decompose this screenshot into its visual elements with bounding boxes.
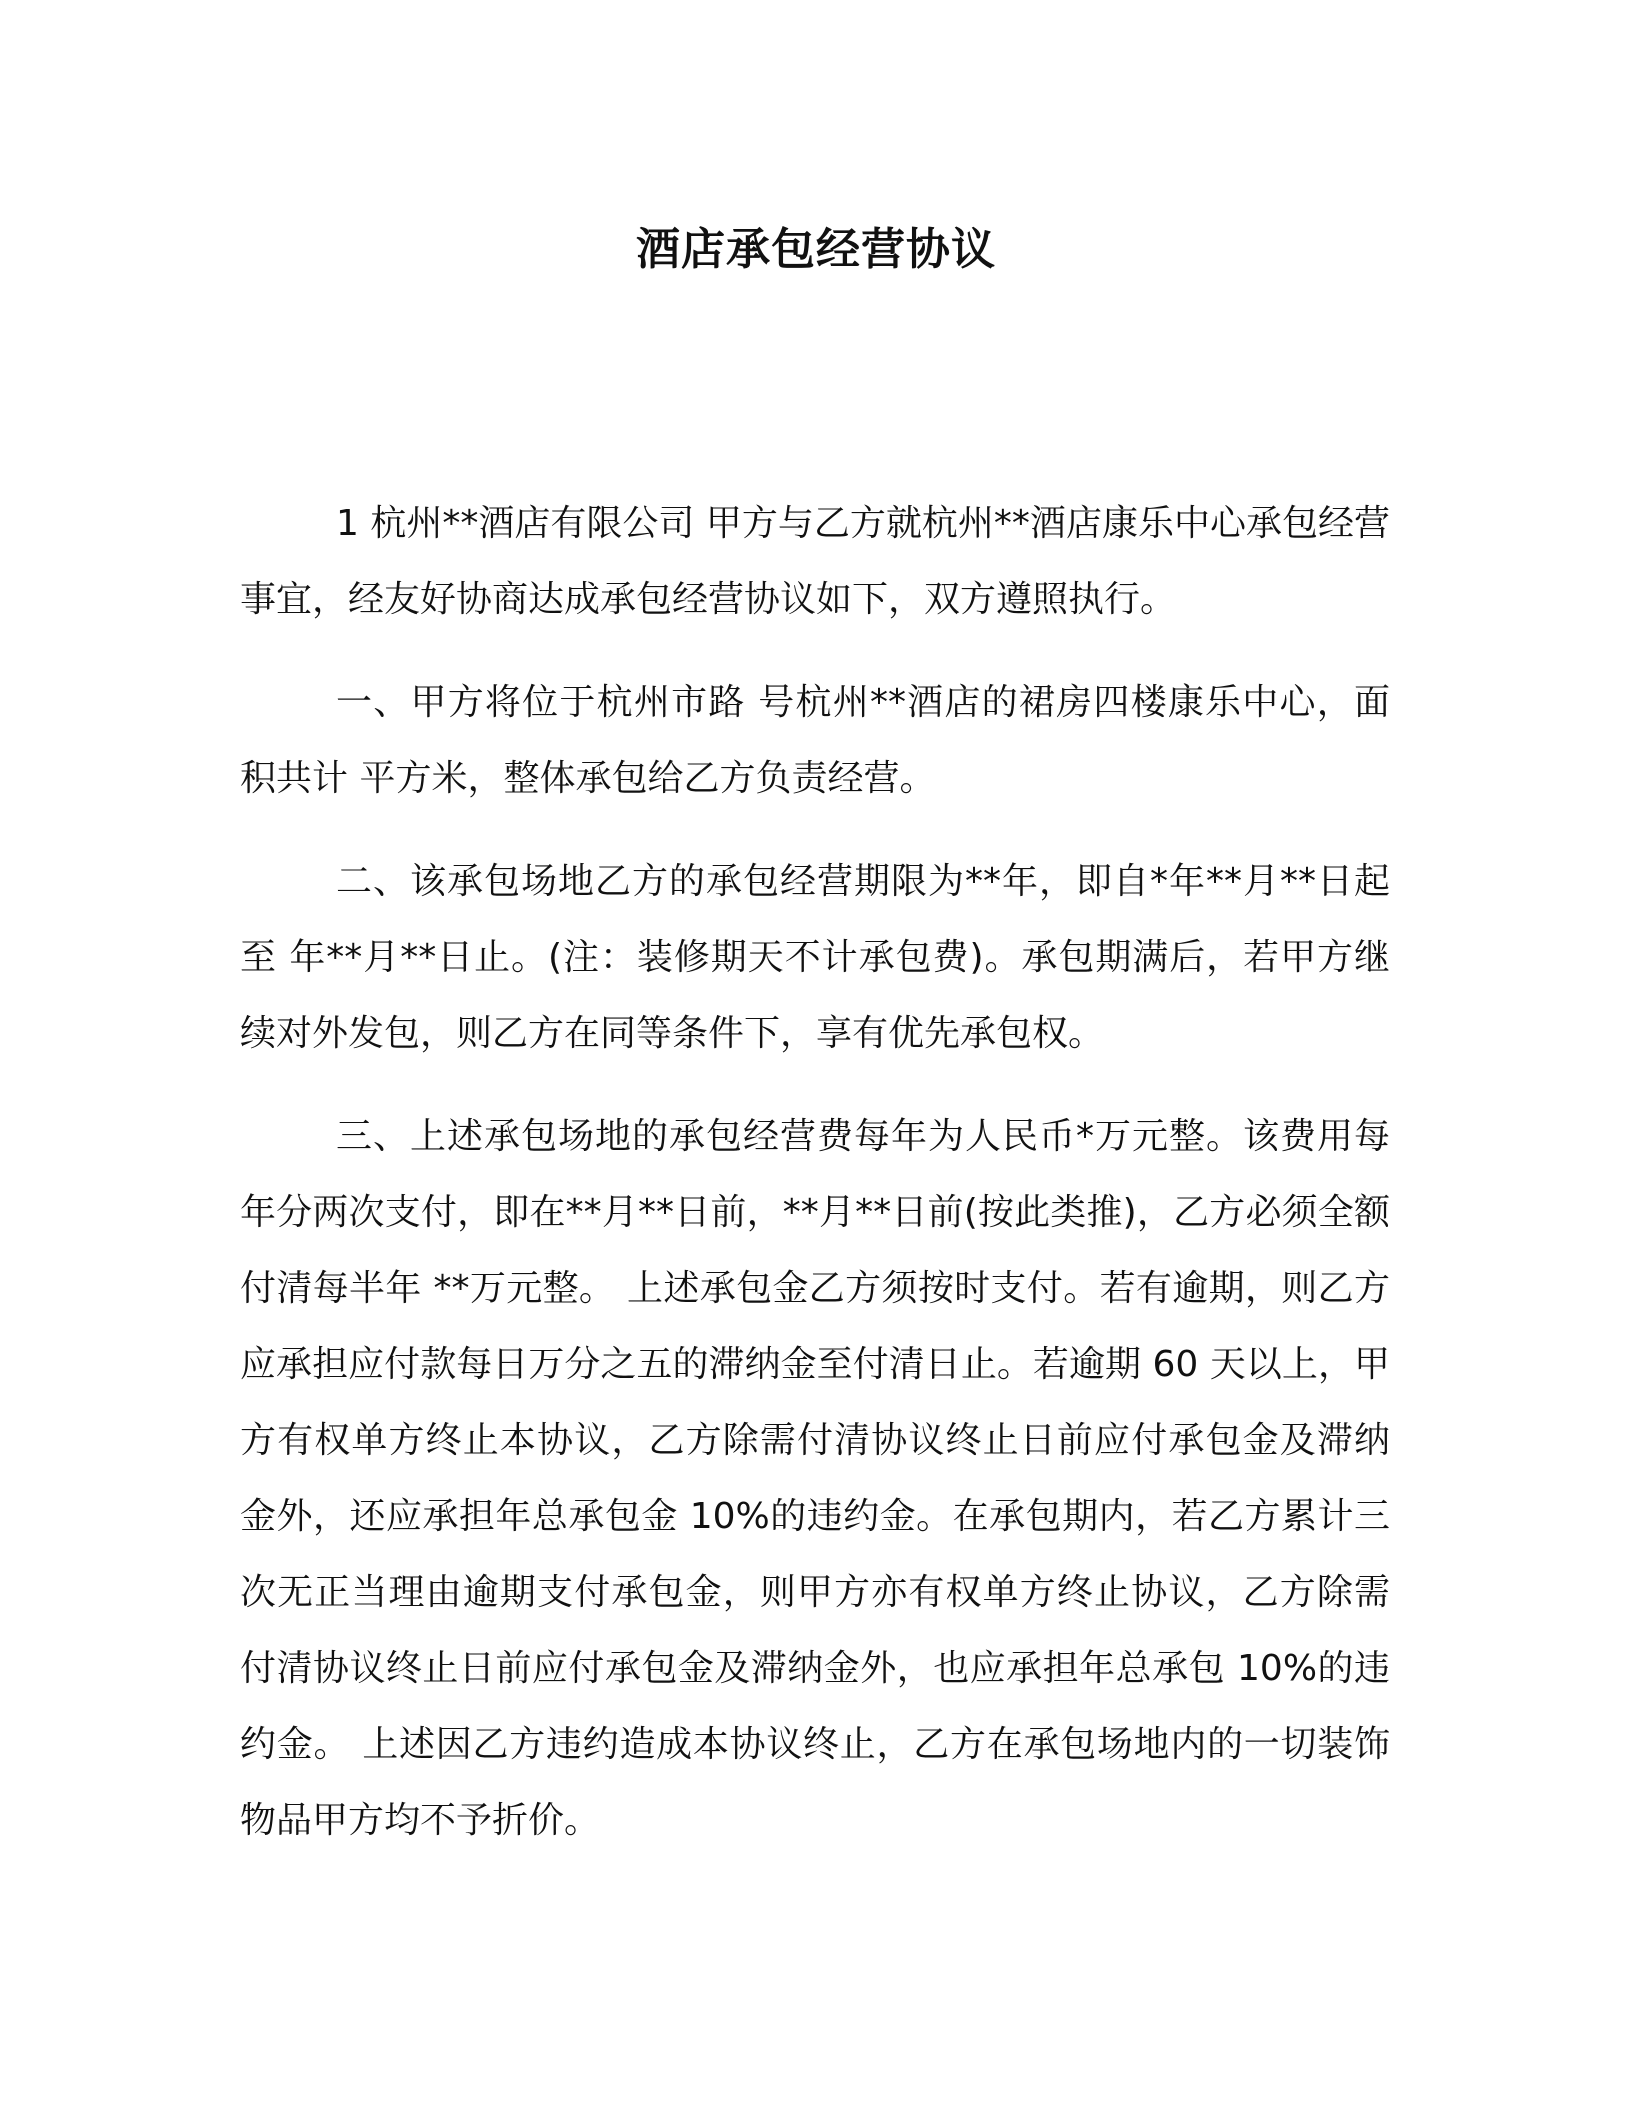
paragraph-clause-3: 三、上述承包场地的承包经营费每年为人民币*万元整。该费用每年分两次支付，即在**月**日前，**月**日前(按此类推)，乙方必须全额付清每半年 **万元整。 上述承包金乙方须按时支付。若有逾期，则乙方应承担应付款每日万分之五的滞纳金至付清日止。若逾期 60 天以上，甲方有权单方终止本协议，乙方除需付清协议终止日前应付承包金及滞纳金外，还应承担年总承包金 10%的违约金。在承包期内，若乙方累计三次无正当理由逾期支付承包金，则甲方亦有权单方终止协议，乙方除需付清协议终止日前应付承包金及滞纳金外，也应承担年总承包 10%的违约金。 上述因乙方违约造成本协议终止，乙方在承包场地内的一切装饰物品甲方均不予折价。 <box>240 1116 1390 1841</box>
document-title: 酒店承包经营协议 <box>636 224 996 275</box>
paragraph-intro: 1 杭州**酒店有限公司 甲方与乙方就杭州**酒店康乐中心承包经营事宜，经友好协商达成承包经营协议如下，双方遵照执行。 <box>240 503 1390 620</box>
paragraph-clause-1: 一、甲方将位于杭州市路 号杭州**酒店的裙房四楼康乐中心，面积共计 平方米，整体承包给乙方负责经营。 <box>240 682 1390 799</box>
paragraph-clause-2: 二、该承包场地乙方的承包经营期限为**年，即自*年**月**日起至 年**月**日止。(注：装修期天不计承包费)。承包期满后，若甲方继续对外发包，则乙方在同等条件下，享有优先承包权。 <box>240 861 1390 1054</box>
document-body <box>240 486 1390 1886</box>
